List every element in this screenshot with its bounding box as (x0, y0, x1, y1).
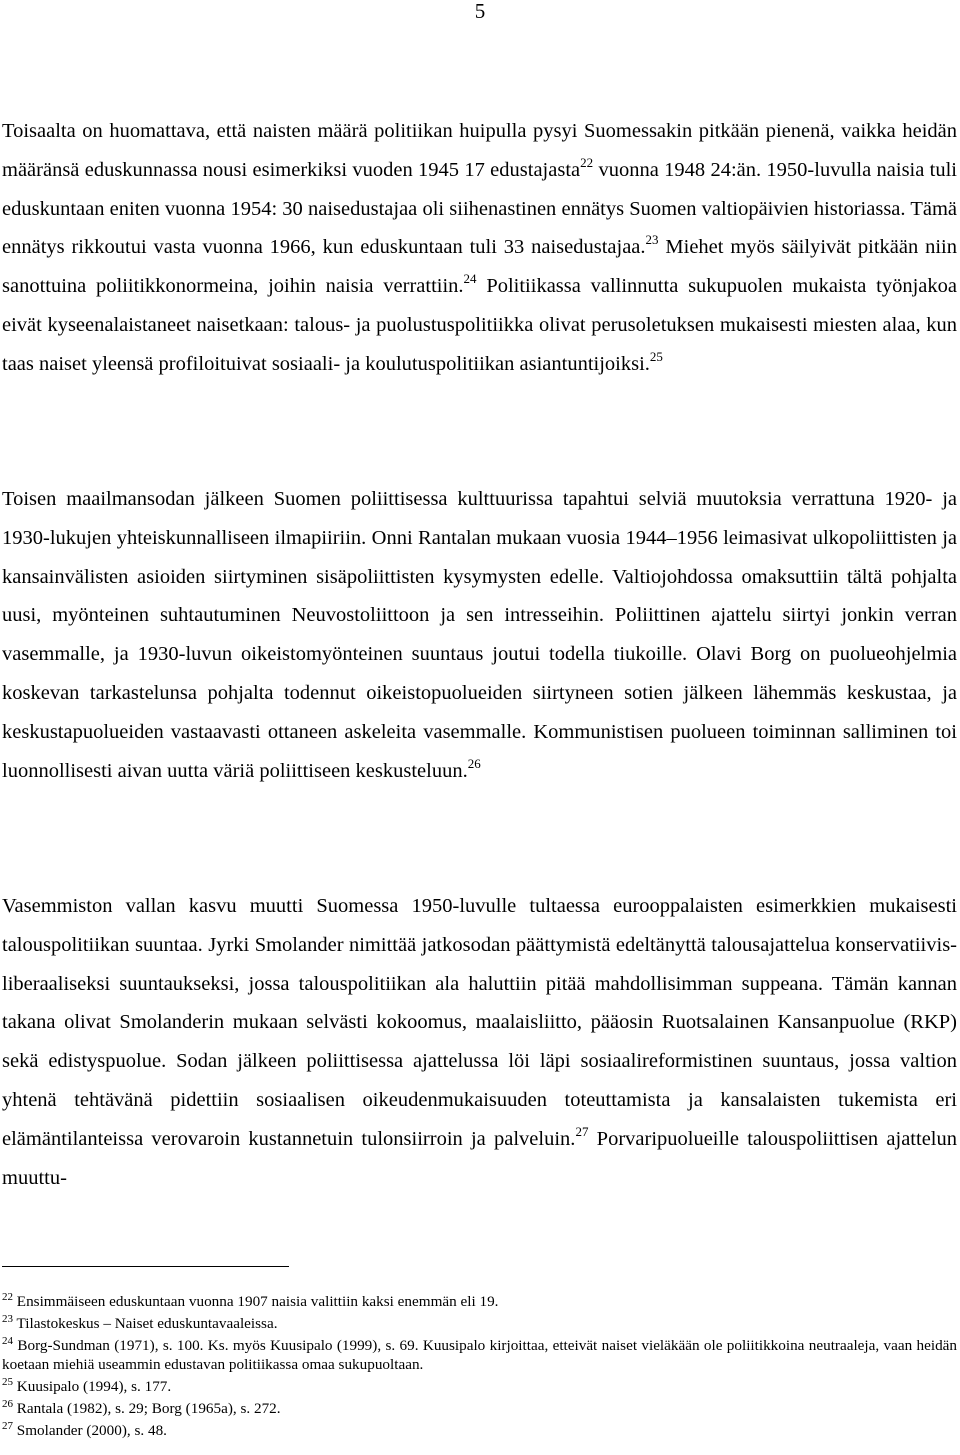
paragraph-text: Toisaalta on huomattava, että naisten määrä politiikan huipulla pysyi Suomessakin pitkään pienenä, vaikka heidän määränsä eduskunnassa nousi esimerkiksi vuoden 1945 17 edustajasta (2, 120, 957, 181)
footnote-ref: 23 (645, 232, 659, 248)
footnote (2, 1399, 957, 1418)
footnote-ref: 26 (467, 755, 481, 771)
paragraph-text: Porvaripuolueille talouspoliittisen ajattelun muuttu- (2, 1127, 957, 1189)
footnote-number: 22 (2, 1291, 13, 1303)
footnote-ref: 24 (463, 271, 477, 287)
footnote-text: Rantala (1982), s. 29; Borg (1965a), s. 272. (16, 1400, 281, 1417)
page-number: 5 (474, 0, 486, 23)
paragraph-text: Miehet myös säilyivät pitkään niin sanottuina poliitikkonormeina, joihin naisia verrattiin. (2, 236, 957, 298)
footnote-ref: 25 (649, 348, 663, 364)
footnote-separator (2, 1266, 289, 1267)
paragraph-1 (2, 112, 957, 384)
footnote-text: Borg-Sundman (1971), s. 100. Ks. myös Kuusipalo (1999), s. 69. Kuusipalo kirjoittaa, etteivät naiset vieläkään ole poliitikkoina neutraaleja, vaan heidän koetaan miehiä useammin edustavan politiikassa omaa sukupuoltaan. (2, 1337, 957, 1373)
footnote-number: 24 (2, 1335, 13, 1347)
paragraph-text: Vasemmiston vallan kasvu muutti Suomessa 1950-luvulle tultaessa eurooppalaisten esimerkkien mukaisesti talouspolitiikan suuntaa. Jyrki Smolander nimittää jatkosodan päättymistä edeltänyttä talousajattelua konservatiivis-liberaaliseksi suuntaukseksi, jossa talouspolitiikan ala haluttiin pitää mahdollisimman suppeana. Tämän kannan takana olivat Smolanderin mukaan selvästi kokoomus, maalaisliitto, pääosin Ruotsalainen Kansanpuolue (RKP) sekä edistyspuolue. Sodan jälkeen poliittisessa ajattelussa löi läpi sosiaalireformistinen suuntaus, jossa valtion yhtenä tehtävänä pidettiin sosiaalisen oikeudenmukaisuuden toteuttamista ja kansalaisten tukemista eri elämäntilanteissa verovaroin kustannetuin tulonsiirroin ja palveluin. (2, 895, 957, 1150)
footnote-text: Smolander (2000), s. 48. (16, 1422, 167, 1439)
footnotes (2, 1292, 957, 1440)
footnote-text: Ensimmäiseen eduskuntaan vuonna 1907 naisia valittiin kaksi enemmän eli 19. (16, 1293, 499, 1310)
footnote-number: 25 (2, 1376, 13, 1388)
paragraph-text: Toisen maailmansodan jälkeen Suomen poliittisessa kulttuurissa tapahtui selviä muutoksia verrattuna 1920- ja 1930-lukujen yhteiskunnalliseen ilmapiiriin. Onni Rantalan mukaan vuosia 1944–1956 leimasivat ulkopoliittisten ja kansainvälisten asioiden siirtyminen sisäpoliittisten kysymysten edelle. Valtiojohdossa omaksuttiin tältä pohjalta uusi, myönteinen suhtautuminen Neuvostoliittoon ja sen intresseihin. Poliittinen ajattelu siirtyi jonkin verran vasemmalle, ja 1930-luvun oikeistomyönteinen suuntaus joutui todella tiukoille. Olavi Borg on puolueohjelmia koskevan tarkastelunsa pohjalta todennut oikeistopuolueiden siirtyneen sotien jälkeen lähemmäs keskustaa, ja keskustapuolueiden vastaavasti ottaneen askeleita vasemmalle. Kommunistisen puolueen toiminnan salliminen toi luonnollisesti aivan uutta väriä poliittiseen keskusteluun. (2, 488, 957, 782)
footnote (2, 1421, 957, 1440)
paragraph-text: Politiikassa vallinnutta sukupuolen mukaista työnjakoa eivät kyseenalaistaneet naisetkaan: talous- ja puolustuspolitiikka olivat perusoletuksen mukaisesti miesten alaa, kun taas naiset yleensä profiloituivat sosiaali- ja koulutuspolitiikan asiantuntijoiksi. (2, 275, 957, 375)
footnote-text: Kuusipalo (1994), s. 177. (16, 1378, 172, 1395)
footnote (2, 1314, 957, 1333)
footnote-ref: 27 (575, 1123, 589, 1139)
footnote (2, 1336, 957, 1374)
footnote-text: Tilastokeskus – Naiset eduskuntavaaleissa. (16, 1315, 278, 1332)
footnote-ref: 22 (580, 154, 594, 170)
paragraph-text: vuonna 1948 24:än. 1950-luvulla naisia tuli eduskuntaan eniten vuonna 1954: 30 naisedustajaa oli siihenastinen ennätys Suomen valtiopäivien historiassa. Tämä ennätys rikkoutui vasta vuonna 1966, kun eduskuntaan tuli 33 naisedustajaa. (2, 158, 957, 259)
paragraph-2 (2, 480, 957, 790)
footnote (2, 1377, 957, 1396)
footnote-number: 27 (2, 1420, 13, 1432)
footnote (2, 1292, 957, 1311)
footnote-number: 23 (2, 1313, 13, 1325)
paragraph-3 (2, 887, 957, 1197)
footnote-number: 26 (2, 1398, 13, 1410)
